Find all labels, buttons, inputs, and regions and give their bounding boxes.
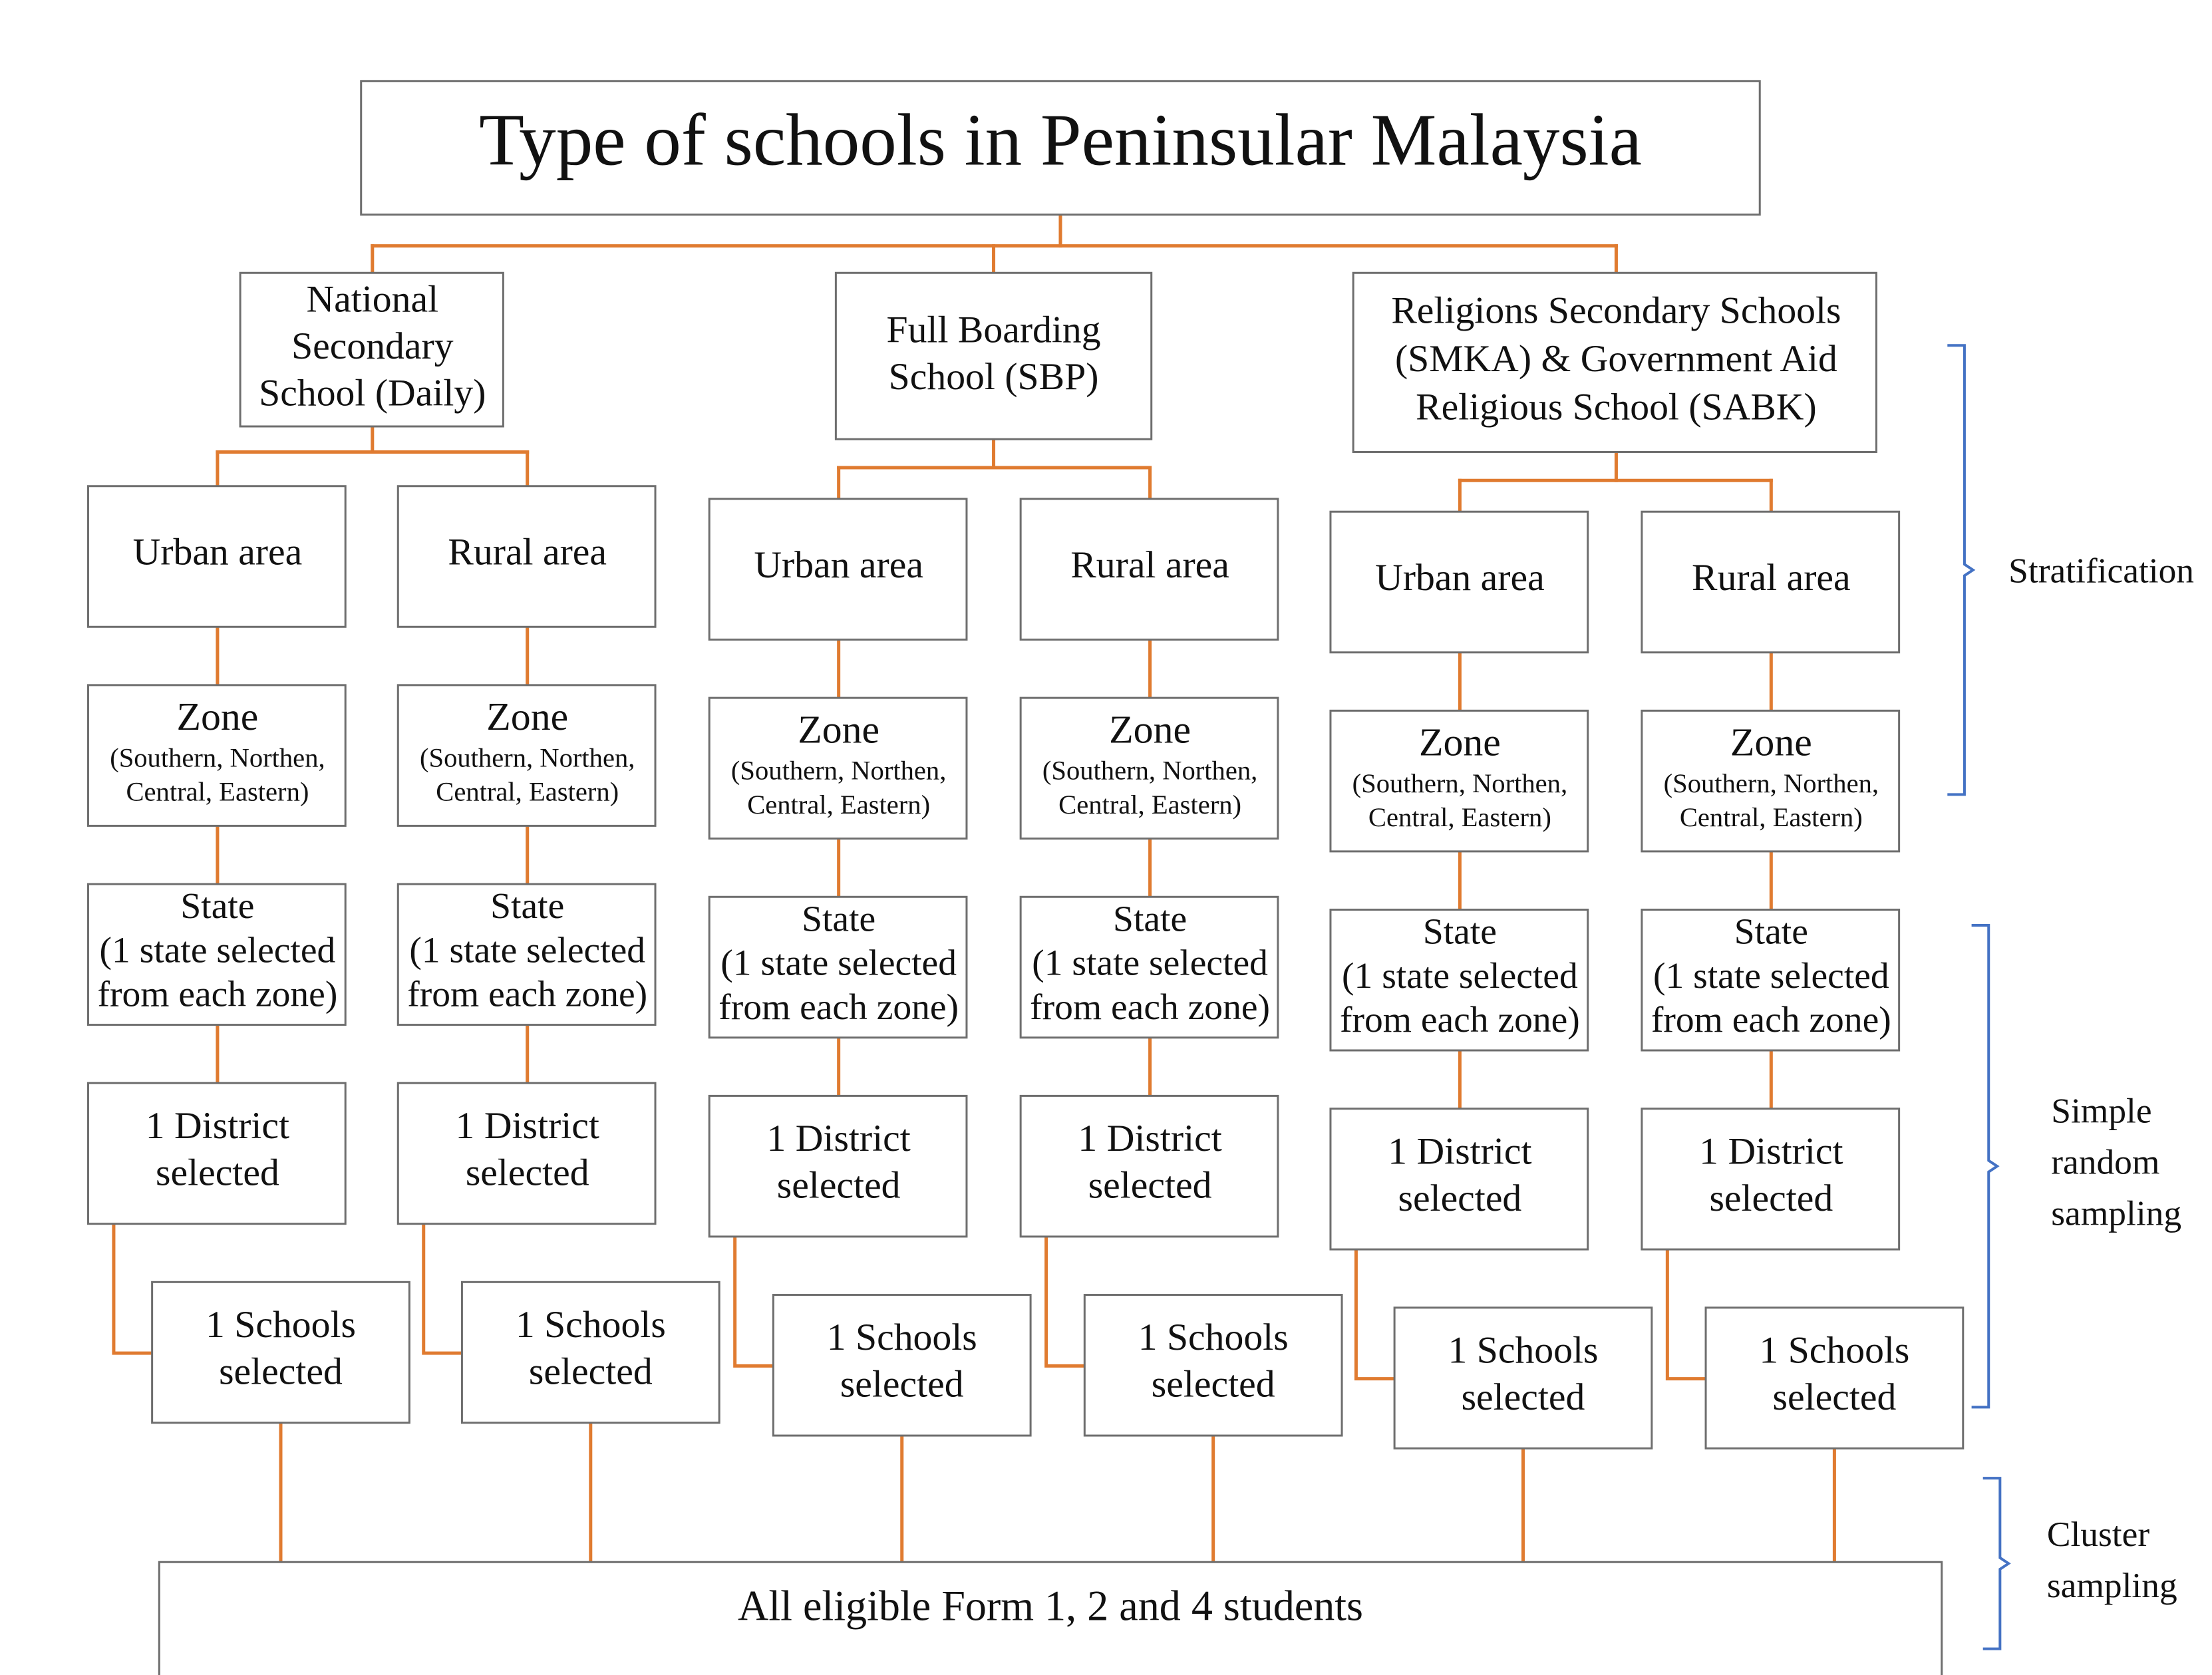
all-students-box (159, 1562, 1941, 1675)
state-label: (1 state selected (409, 929, 646, 971)
district-label: selected (156, 1151, 279, 1194)
zone-detail: (Southern, Northen, (1352, 768, 1568, 798)
area-box (709, 499, 967, 640)
district-box (1331, 1109, 1588, 1250)
connector-line (424, 1224, 462, 1353)
school-selected-label: selected (1461, 1376, 1585, 1418)
area-label: Rural area (448, 531, 607, 573)
zone-detail: (Southern, Northen, (110, 742, 325, 773)
area-label: Rural area (1692, 557, 1851, 599)
cluster-label (2047, 1514, 2177, 1605)
stratification-brace (1947, 345, 1973, 794)
school-selected-box (462, 1282, 719, 1423)
school-selected-box (773, 1295, 1030, 1436)
school-selected-label: 1 Schools (1759, 1329, 1910, 1372)
state-label: from each zone) (407, 973, 648, 1015)
area-label: Rural area (1070, 543, 1229, 586)
state-box (88, 884, 345, 1025)
district-box (1021, 1096, 1278, 1237)
area-label: Urban area (754, 543, 923, 586)
stratification-label-text: Stratification (2008, 550, 2194, 591)
zone-title: Zone (1730, 720, 1812, 764)
method-braces (1947, 345, 2194, 1648)
district-label: 1 District (1078, 1118, 1222, 1160)
school-type-box (836, 273, 1151, 439)
school-type-label: (SMKA) & Government Aid (1394, 338, 1837, 381)
state-label: State (1113, 898, 1187, 940)
school-type-label: Secondary (291, 325, 454, 367)
state-box (709, 897, 967, 1038)
zone-detail: (Southern, Northen, (730, 755, 947, 786)
zone-detail: Central, Eastern) (436, 776, 619, 807)
zone-title: Zone (798, 707, 880, 752)
zone-title: Zone (1109, 707, 1191, 752)
zone-detail: Central, Eastern) (747, 789, 931, 820)
state-label: (1 state selected (99, 929, 336, 971)
zone-detail: Central, Eastern) (1058, 789, 1242, 820)
district-box (709, 1096, 967, 1237)
area-box (1642, 512, 1899, 653)
area-box (1021, 499, 1278, 640)
school-type-label: National (306, 278, 439, 321)
school-type-label: School (SBP) (888, 355, 1099, 398)
state-label: State (1734, 911, 1808, 953)
school-selected-label: selected (1151, 1363, 1275, 1406)
stratification-label (2008, 550, 2194, 590)
district-label: selected (465, 1151, 589, 1194)
diagram-boxes (88, 81, 1963, 1675)
connector-line (114, 1224, 152, 1353)
zone-title: Zone (176, 694, 259, 739)
zone-title: Zone (1418, 720, 1501, 764)
title-box (361, 81, 1760, 215)
school-type-box (1353, 273, 1876, 452)
district-label: 1 District (455, 1104, 599, 1147)
school-selected-label: 1 Schools (826, 1316, 977, 1359)
state-label: from each zone) (1339, 999, 1580, 1041)
district-label: selected (1088, 1164, 1212, 1207)
district-label: selected (776, 1164, 901, 1207)
district-label: selected (1398, 1177, 1522, 1219)
school-type-label: Religions Secondary Schools (1391, 289, 1841, 332)
zone-detail: (Southern, Northen, (1663, 768, 1879, 798)
zone-detail: Central, Eastern) (126, 776, 309, 807)
zone-box (1021, 698, 1278, 839)
state-box (1021, 897, 1278, 1038)
school-selected-label: 1 Schools (1448, 1329, 1599, 1372)
cluster-brace (1983, 1478, 2008, 1648)
area-label: Urban area (1375, 557, 1545, 599)
simple-random-brace (1972, 925, 1997, 1407)
connector-line (1356, 1249, 1394, 1378)
state-label: (1 state selected (720, 942, 957, 984)
zone-detail: Central, Eastern) (1679, 802, 1863, 833)
connector-line (1667, 1249, 1706, 1378)
state-label: State (490, 885, 565, 927)
school-selected-box (152, 1282, 410, 1423)
school-type-box (240, 273, 503, 426)
zone-detail: (Southern, Northen, (419, 742, 635, 773)
school-selected-label: selected (840, 1363, 964, 1406)
simple-random-label-text: random (2051, 1142, 2160, 1182)
area-label: Urban area (132, 531, 303, 573)
district-label: 1 District (1388, 1130, 1532, 1173)
state-label: (1 state selected (1032, 942, 1268, 984)
school-selected-label: selected (219, 1350, 343, 1393)
district-label: selected (1709, 1177, 1833, 1219)
state-label: from each zone) (97, 973, 338, 1015)
state-label: from each zone) (718, 986, 959, 1028)
zone-box (1331, 710, 1588, 851)
zone-detail: (Southern, Northen, (1042, 755, 1258, 786)
zone-detail: Central, Eastern) (1368, 802, 1551, 833)
school-selected-label: selected (1772, 1376, 1897, 1418)
school-selected-box (1706, 1308, 1963, 1449)
school-type-label: School (Daily) (259, 372, 486, 414)
zone-box (398, 685, 655, 826)
zone-box (709, 698, 967, 839)
school-selected-box (1394, 1308, 1652, 1449)
district-label: 1 District (766, 1118, 911, 1160)
cluster-label-text: sampling (2046, 1565, 2177, 1606)
school-type-label: Full Boarding (886, 309, 1101, 351)
district-box (398, 1083, 655, 1224)
simple-random-label-text: Simple (2051, 1090, 2152, 1131)
school-selected-label: 1 Schools (515, 1303, 666, 1346)
district-label: 1 District (145, 1104, 290, 1147)
school-type-label: Religious School (SABK) (1416, 386, 1817, 428)
district-box (1642, 1109, 1899, 1250)
state-box (398, 884, 655, 1025)
zone-box (1642, 710, 1899, 851)
school-selected-box (1084, 1295, 1342, 1436)
area-box (398, 486, 655, 627)
simple-random-label-text: sampling (2051, 1193, 2182, 1233)
state-label: State (1422, 911, 1497, 953)
school-selected-label: 1 Schools (206, 1303, 356, 1346)
school-selected-label: 1 Schools (1138, 1316, 1289, 1359)
state-box (1642, 909, 1899, 1050)
state-label: from each zone) (1030, 986, 1271, 1028)
state-label: State (802, 898, 876, 940)
connector-line (1046, 1237, 1085, 1366)
school-selected-label: selected (528, 1350, 653, 1393)
area-box (88, 486, 345, 627)
simple-random-label (2051, 1090, 2181, 1233)
district-box (88, 1083, 345, 1224)
zone-title: Zone (486, 694, 569, 739)
connector-line (735, 1237, 774, 1366)
cluster-label-text: Cluster (2046, 1514, 2150, 1555)
state-label: (1 state selected (1653, 955, 1889, 996)
state-label: (1 state selected (1342, 955, 1578, 996)
district-label: 1 District (1699, 1130, 1843, 1173)
all-students-label: All eligible Form 1, 2 and 4 students (738, 1582, 1364, 1630)
state-label: from each zone) (1651, 999, 1891, 1041)
state-label: State (180, 885, 255, 927)
diagram-title: Type of schools in Peninsular Malaysia (479, 99, 1642, 182)
area-box (1331, 512, 1588, 653)
state-box (1331, 909, 1588, 1050)
zone-box (88, 685, 345, 826)
